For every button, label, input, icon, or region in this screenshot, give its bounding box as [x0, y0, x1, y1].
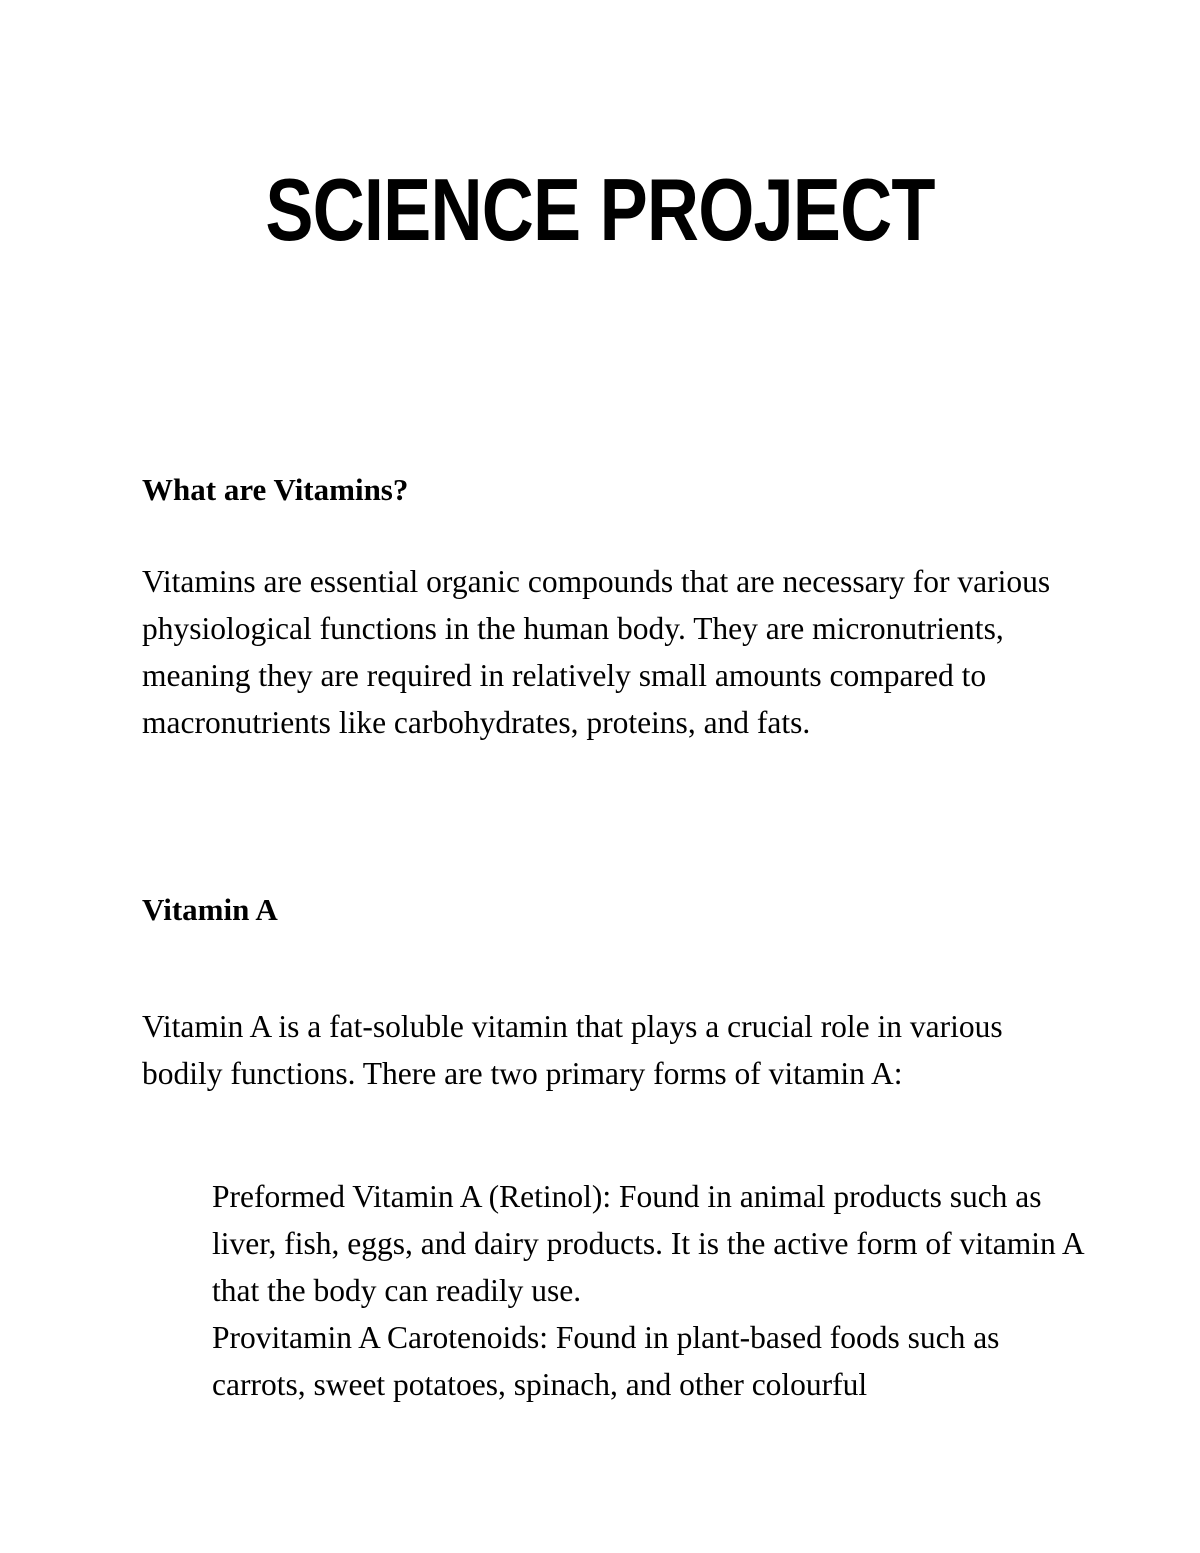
list-item: Provitamin A Carotenoids: Found in plant-based foods such as carrots, sweet potatoes, spinach, and other colourful — [212, 1320, 1000, 1402]
vitamin-a-paragraph: Vitamin A is a fat-soluble vitamin that plays a crucial role in various bodily functions. There are two primary forms of vitamin A: — [142, 1009, 1003, 1091]
section-heading-what-are-vitamins: What are Vitamins? — [142, 472, 409, 507]
section-heading-vitamin-a: Vitamin A — [142, 892, 278, 927]
vitamin-a-forms-list — [212, 1173, 1092, 1408]
list-item: Preformed Vitamin A (Retinol): Found in animal products such as liver, fish, eggs, and dairy products. It is the active form of vitamin A that the body can readily use. — [212, 1179, 1083, 1308]
page-title: SCIENCE PROJECT — [265, 160, 935, 259]
vitamins-definition-paragraph: Vitamins are essential organic compounds that are necessary for various physiological functions in the human body. They are micronutrients, meaning they are required in relatively small amounts compared to macronutrients like carbohydrates, proteins, and fats. — [142, 564, 1051, 740]
